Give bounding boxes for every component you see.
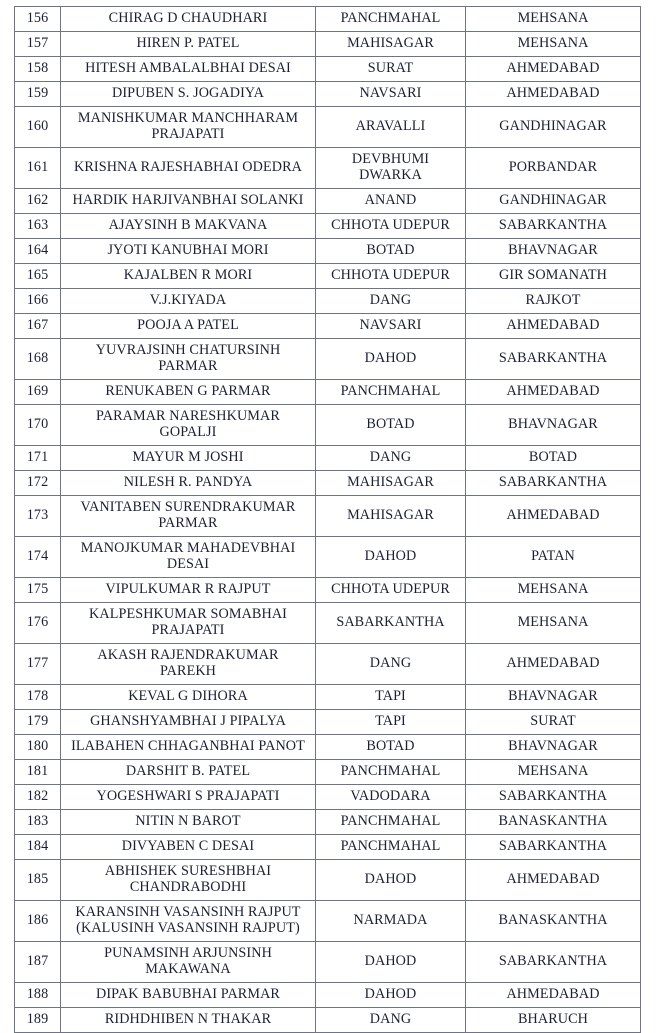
cell-place: AHMEDABAD <box>466 860 641 901</box>
table-row <box>15 735 641 760</box>
table-row <box>15 644 641 685</box>
name-line: KEVAL G DIHORA <box>128 688 248 705</box>
cell-serial-number: 157 <box>15 32 61 57</box>
table-row <box>15 835 641 860</box>
cell-name <box>61 785 316 810</box>
cell-name <box>61 82 316 107</box>
cell-name <box>61 760 316 785</box>
cell-district: CHHOTA UDEPUR <box>316 578 466 603</box>
cell-serial-number: 163 <box>15 214 61 239</box>
cell-name <box>61 810 316 835</box>
cell-serial-number: 159 <box>15 82 61 107</box>
table-row <box>15 760 641 785</box>
name-line: AKASH RAJENDRAKUMAR <box>97 647 279 664</box>
name-line: PARMAR <box>158 358 218 374</box>
cell-district: PANCHMAHAL <box>316 835 466 860</box>
cell-serial-number: 181 <box>15 760 61 785</box>
name-line: PAREKH <box>159 663 217 679</box>
cell-name <box>61 1008 316 1033</box>
name-line: PARAMAR NARESHKUMAR <box>96 408 280 425</box>
cell-serial-number: 170 <box>15 405 61 446</box>
table-row <box>15 148 641 189</box>
cell-district: MAHISAGAR <box>316 32 466 57</box>
cell-district: DANG <box>316 644 466 685</box>
cell-district: DANG <box>316 289 466 314</box>
name-line: RENUKABEN G PARMAR <box>105 383 271 400</box>
table-row <box>15 603 641 644</box>
cell-name <box>61 289 316 314</box>
cell-name <box>61 578 316 603</box>
cell-serial-number: 179 <box>15 710 61 735</box>
cell-name <box>61 239 316 264</box>
cell-serial-number: 167 <box>15 314 61 339</box>
name-line: MANISHKUMAR MANCHHARAM <box>77 110 299 127</box>
cell-place: SABARKANTHA <box>466 835 641 860</box>
cell-place: BANASKANTHA <box>466 901 641 942</box>
cell-serial-number: 161 <box>15 148 61 189</box>
cell-serial-number: 160 <box>15 107 61 148</box>
name-line: NILESH R. PANDYA <box>123 474 253 491</box>
cell-name <box>61 983 316 1008</box>
name-line: VANITABEN SURENDRAKUMAR <box>80 499 296 516</box>
name-line: CHIRAG D CHAUDHARI <box>108 10 268 27</box>
name-line: HARDIK HARJIVANBHAI SOLANKI <box>72 192 304 209</box>
cell-name <box>61 405 316 446</box>
cell-district: BOTAD <box>316 735 466 760</box>
cell-place: SABARKANTHA <box>466 471 641 496</box>
name-line: V.J.KIYADA <box>149 292 227 309</box>
name-line: JYOTI KANUBHAI MORI <box>107 242 269 259</box>
cell-place: AHMEDABAD <box>466 644 641 685</box>
cell-district: PANCHMAHAL <box>316 760 466 785</box>
cell-name <box>61 314 316 339</box>
name-line: RIDHDHIBEN N THAKAR <box>104 1011 272 1028</box>
cell-serial-number: 156 <box>15 7 61 32</box>
cell-district: DANG <box>316 1008 466 1033</box>
cell-district: ANAND <box>316 189 466 214</box>
cell-place: MEHSANA <box>466 578 641 603</box>
table-row <box>15 471 641 496</box>
table-row <box>15 983 641 1008</box>
cell-place: GANDHINAGAR <box>466 107 641 148</box>
cell-district: SABARKANTHA <box>316 603 466 644</box>
table-row <box>15 405 641 446</box>
table-row <box>15 339 641 380</box>
cell-serial-number: 169 <box>15 380 61 405</box>
name-line: (KALUSINH VASANSINH RAJPUT) <box>76 920 300 936</box>
cell-district: TAPI <box>316 685 466 710</box>
table-row <box>15 32 641 57</box>
cell-name <box>61 7 316 32</box>
cell-serial-number: 180 <box>15 735 61 760</box>
cell-district: DAHOD <box>316 983 466 1008</box>
name-line: DIPAK BABUBHAI PARMAR <box>96 986 280 1003</box>
cell-district: NAVSARI <box>316 82 466 107</box>
cell-place: PORBANDAR <box>466 148 641 189</box>
name-line: HITESH AMBALALBHAI DESAI <box>85 60 291 77</box>
cell-name <box>61 32 316 57</box>
table-row <box>15 446 641 471</box>
table-container <box>14 6 640 1033</box>
cell-name <box>61 710 316 735</box>
table-row <box>15 860 641 901</box>
name-line: MANOJKUMAR MAHADEVBHAI <box>80 540 296 557</box>
cell-name <box>61 57 316 82</box>
name-line: POOJA A PATEL <box>137 317 239 334</box>
table-row <box>15 57 641 82</box>
cell-place: GANDHINAGAR <box>466 189 641 214</box>
table-body <box>15 7 641 1033</box>
name-line: YUVRAJSINH CHATURSINH <box>95 342 281 359</box>
cell-place: BHAVNAGAR <box>466 239 641 264</box>
cell-district: PANCHMAHAL <box>316 810 466 835</box>
district-line: DWARKA <box>359 167 422 183</box>
cell-serial-number: 162 <box>15 189 61 214</box>
district-line: DEVBHUMI <box>351 151 430 168</box>
cell-name <box>61 537 316 578</box>
table-row <box>15 685 641 710</box>
cell-serial-number: 182 <box>15 785 61 810</box>
table-row <box>15 214 641 239</box>
cell-serial-number: 173 <box>15 496 61 537</box>
name-line: DIPUBEN S. JOGADIYA <box>111 85 265 102</box>
cell-name <box>61 496 316 537</box>
table-row <box>15 496 641 537</box>
cell-name <box>61 189 316 214</box>
cell-place: AHMEDABAD <box>466 57 641 82</box>
table-row <box>15 82 641 107</box>
candidate-list-table <box>14 6 641 1033</box>
name-line: MAKAWANA <box>145 961 231 977</box>
table-row <box>15 107 641 148</box>
name-line: PRAJAPATI <box>151 126 225 142</box>
cell-district: DAHOD <box>316 942 466 983</box>
cell-district: PANCHMAHAL <box>316 7 466 32</box>
name-line: AJAYSINH B MAKVANA <box>108 217 268 234</box>
cell-serial-number: 158 <box>15 57 61 82</box>
name-line: HIREN P. PATEL <box>136 35 240 52</box>
cell-name <box>61 446 316 471</box>
cell-district: DAHOD <box>316 860 466 901</box>
cell-place: AHMEDABAD <box>466 983 641 1008</box>
table-row <box>15 314 641 339</box>
cell-district: BOTAD <box>316 239 466 264</box>
name-line: KRISHNA RAJESHABHAI ODEDRA <box>73 159 303 176</box>
name-line: PARMAR <box>158 515 218 531</box>
cell-name <box>61 603 316 644</box>
cell-district: NARMADA <box>316 901 466 942</box>
cell-serial-number: 184 <box>15 835 61 860</box>
name-line: KARANSINH VASANSINH RAJPUT <box>75 904 301 921</box>
cell-place: SABARKANTHA <box>466 785 641 810</box>
cell-place: MEHSANA <box>466 32 641 57</box>
cell-district: CHHOTA UDEPUR <box>316 214 466 239</box>
name-line: DIVYABEN C DESAI <box>121 838 255 855</box>
table-row <box>15 264 641 289</box>
cell-place: AHMEDABAD <box>466 496 641 537</box>
cell-district: DAHOD <box>316 339 466 380</box>
cell-place: BHAVNAGAR <box>466 685 641 710</box>
cell-place: SABARKANTHA <box>466 942 641 983</box>
name-line: VIPULKUMAR R RAJPUT <box>105 581 271 598</box>
name-line: DESAI <box>166 556 210 572</box>
table-row <box>15 942 641 983</box>
cell-name <box>61 644 316 685</box>
name-line: GOPALJI <box>159 424 217 440</box>
cell-place: GIR SOMANATH <box>466 264 641 289</box>
cell-place: BHAVNAGAR <box>466 735 641 760</box>
cell-serial-number: 189 <box>15 1008 61 1033</box>
cell-name <box>61 214 316 239</box>
cell-serial-number: 187 <box>15 942 61 983</box>
cell-district: CHHOTA UDEPUR <box>316 264 466 289</box>
table-row <box>15 710 641 735</box>
cell-district: BOTAD <box>316 405 466 446</box>
cell-serial-number: 164 <box>15 239 61 264</box>
cell-serial-number: 188 <box>15 983 61 1008</box>
table-row <box>15 901 641 942</box>
cell-place: MEHSANA <box>466 7 641 32</box>
cell-place: BHAVNAGAR <box>466 405 641 446</box>
table-row <box>15 578 641 603</box>
cell-serial-number: 166 <box>15 289 61 314</box>
table-row <box>15 380 641 405</box>
cell-place: AHMEDABAD <box>466 82 641 107</box>
cell-serial-number: 186 <box>15 901 61 942</box>
cell-district: NAVSARI <box>316 314 466 339</box>
cell-district: MAHISAGAR <box>316 471 466 496</box>
name-line: ILABAHEN CHHAGANBHAI PANOT <box>71 738 305 755</box>
name-line: CHANDRABODHI <box>129 879 247 895</box>
name-line: ABHISHEK SURESHBHAI <box>104 863 272 880</box>
cell-name <box>61 860 316 901</box>
cell-serial-number: 185 <box>15 860 61 901</box>
cell-serial-number: 165 <box>15 264 61 289</box>
cell-name <box>61 835 316 860</box>
cell-name <box>61 107 316 148</box>
cell-name <box>61 471 316 496</box>
cell-place: AHMEDABAD <box>466 314 641 339</box>
cell-name <box>61 148 316 189</box>
table-row <box>15 810 641 835</box>
table-row <box>15 289 641 314</box>
cell-place: AHMEDABAD <box>466 380 641 405</box>
table-row <box>15 785 641 810</box>
cell-district: TAPI <box>316 710 466 735</box>
cell-place: SABARKANTHA <box>466 214 641 239</box>
cell-place: MEHSANA <box>466 603 641 644</box>
name-line: PUNAMSINH ARJUNSINH <box>104 945 272 962</box>
cell-serial-number: 168 <box>15 339 61 380</box>
cell-serial-number: 183 <box>15 810 61 835</box>
cell-place: BOTAD <box>466 446 641 471</box>
cell-district: ARAVALLI <box>316 107 466 148</box>
cell-district: DANG <box>316 446 466 471</box>
cell-name <box>61 942 316 983</box>
cell-district: MAHISAGAR <box>316 496 466 537</box>
table-row <box>15 1008 641 1033</box>
table-row <box>15 7 641 32</box>
name-line: YOGESHWARI S PRAJAPATI <box>96 788 280 805</box>
cell-district: SURAT <box>316 57 466 82</box>
cell-district: VADODARA <box>316 785 466 810</box>
name-line: PRAJAPATI <box>151 622 225 638</box>
cell-district: PANCHMAHAL <box>316 380 466 405</box>
name-line: GHANSHYAMBHAI J PIPALYA <box>90 713 286 730</box>
name-line: KAJALBEN R MORI <box>123 267 253 284</box>
cell-serial-number: 176 <box>15 603 61 644</box>
name-line: KALPESHKUMAR SOMABHAI <box>89 606 287 623</box>
cell-place: SABARKANTHA <box>466 339 641 380</box>
cell-serial-number: 171 <box>15 446 61 471</box>
cell-name <box>61 735 316 760</box>
cell-place: RAJKOT <box>466 289 641 314</box>
cell-serial-number: 178 <box>15 685 61 710</box>
cell-name <box>61 264 316 289</box>
cell-serial-number: 172 <box>15 471 61 496</box>
cell-district: DAHOD <box>316 537 466 578</box>
cell-name <box>61 901 316 942</box>
cell-district <box>316 148 466 189</box>
cell-place: MEHSANA <box>466 760 641 785</box>
table-row <box>15 189 641 214</box>
cell-name <box>61 380 316 405</box>
name-line: DARSHIT B. PATEL <box>125 763 251 780</box>
cell-serial-number: 174 <box>15 537 61 578</box>
cell-place: BHARUCH <box>466 1008 641 1033</box>
name-line: NITIN N BAROT <box>135 813 241 830</box>
cell-place: SURAT <box>466 710 641 735</box>
cell-place: BANASKANTHA <box>466 810 641 835</box>
cell-name <box>61 339 316 380</box>
name-line: MAYUR M JOSHI <box>132 449 244 466</box>
table-row <box>15 537 641 578</box>
cell-name <box>61 685 316 710</box>
cell-place: PATAN <box>466 537 641 578</box>
cell-serial-number: 177 <box>15 644 61 685</box>
cell-serial-number: 175 <box>15 578 61 603</box>
table-row <box>15 239 641 264</box>
